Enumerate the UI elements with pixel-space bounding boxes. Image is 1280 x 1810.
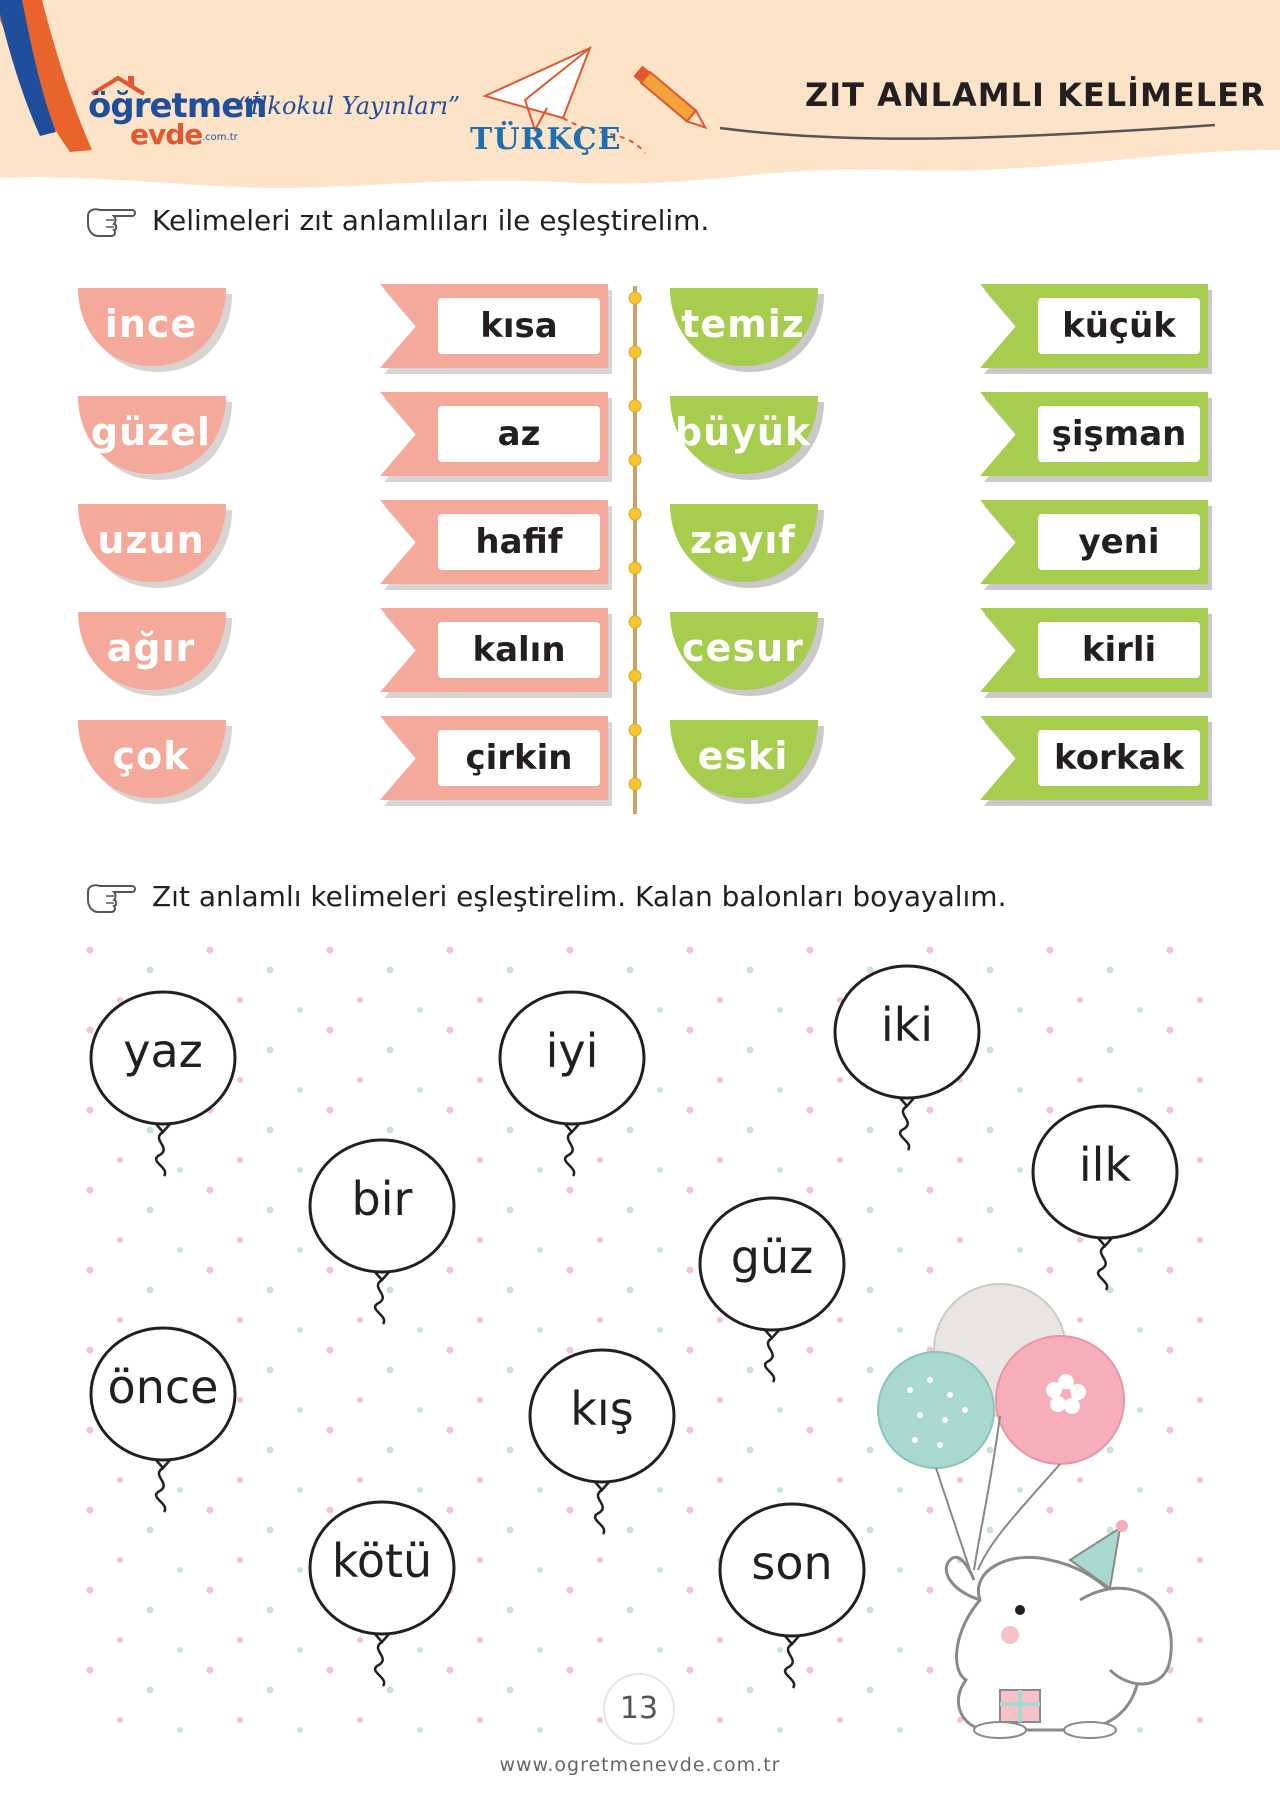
left-word-1[interactable] [76, 288, 234, 376]
flower-divider [628, 286, 642, 814]
elephant-with-balloons-illustration [870, 1270, 1210, 1740]
publisher-logo [88, 74, 267, 154]
left-word-4-text: ağır [106, 626, 196, 670]
left-word-1-text: ince [104, 302, 198, 346]
instruction-2 [84, 876, 1006, 916]
left-answer-3[interactable] [380, 500, 612, 590]
right-word-2-text: büyük [674, 410, 812, 454]
balloon-1[interactable] [88, 990, 238, 1180]
left-word-5[interactable] [76, 720, 234, 808]
teal-balloon-icon [878, 1352, 994, 1468]
left-word-2[interactable] [76, 396, 234, 484]
balloon-2-text: iyi [545, 1024, 599, 1078]
right-word-4-text: cesur [682, 626, 804, 670]
right-word-3[interactable] [668, 504, 826, 592]
right-word-1-text: temiz [681, 302, 805, 346]
balloon-9[interactable] [307, 1500, 457, 1690]
balloon-5-text: ilk [1078, 1138, 1132, 1192]
balloon-5[interactable] [1030, 1104, 1180, 1294]
left-word-3-text: uzun [97, 518, 205, 562]
instruction-1-text: Kelimeleri zıt anlamlıları ile eşleştirelim. [152, 203, 710, 237]
right-answer-5-text: korkak [1054, 738, 1184, 778]
left-answer-4[interactable] [380, 608, 612, 698]
publisher-name: “İlkokul Yayınları” [238, 92, 461, 120]
left-answer-4-text: kalın [472, 630, 566, 670]
left-word-5-text: çok [112, 734, 190, 778]
pink-balloon-icon [996, 1336, 1124, 1464]
left-answer-5-text: çirkin [465, 738, 573, 778]
balloon-6[interactable] [697, 1196, 847, 1386]
balloon-8-text: kış [570, 1382, 634, 1436]
left-answer-3-text: hafif [475, 522, 563, 562]
balloon-7-text: önce [107, 1360, 219, 1414]
balloon-3-text: iki [880, 998, 934, 1052]
left-answer-2[interactable] [380, 392, 612, 482]
logo-top-text: öğretmen [88, 86, 267, 126]
pointing-hand-icon [84, 876, 138, 916]
right-word-3-text: zayıf [690, 518, 796, 562]
balloon-6-text: güz [730, 1230, 814, 1284]
right-answer-5[interactable] [980, 716, 1212, 806]
balloon-1-text: yaz [123, 1024, 203, 1078]
right-word-4[interactable] [668, 612, 826, 700]
left-answer-2-text: az [497, 414, 541, 454]
right-answer-4-text: kirli [1081, 630, 1157, 670]
footer-url: www.ogretmenevde.com.tr [499, 1754, 781, 1776]
page-number: 13 [603, 1673, 675, 1745]
right-answer-1[interactable] [980, 284, 1212, 374]
balloon-10[interactable] [717, 1502, 867, 1692]
left-word-4[interactable] [76, 612, 234, 700]
right-word-5-text: eski [697, 734, 789, 778]
right-answer-2-text: şişman [1051, 414, 1187, 454]
balloon-4[interactable] [307, 1138, 457, 1328]
left-word-2-text: güzel [90, 410, 212, 454]
balloon-8[interactable] [527, 1348, 677, 1538]
left-answer-5[interactable] [380, 716, 612, 806]
pointing-hand-icon [84, 200, 138, 240]
logo-domain-text: .com.tr [202, 132, 238, 143]
right-word-2[interactable] [668, 396, 826, 484]
instruction-1 [84, 200, 709, 240]
left-answer-1[interactable] [380, 284, 612, 374]
balloon-2[interactable] [497, 990, 647, 1180]
right-word-1[interactable] [668, 288, 826, 376]
left-answer-1-text: kısa [480, 306, 558, 346]
right-answer-3-text: yeni [1078, 522, 1160, 562]
right-answer-4[interactable] [980, 608, 1212, 698]
balloon-10-text: son [751, 1536, 833, 1590]
balloon-9-text: kötü [331, 1534, 433, 1588]
balloon-7[interactable] [88, 1326, 238, 1516]
instruction-2-text: Zıt anlamlı kelimeleri eşleştirelim. Kalan balonları boyayalım. [152, 879, 1007, 913]
page-title: ZIT ANLAMLI KELİMELER [805, 76, 1266, 114]
logo-bottom-text: evde [130, 118, 203, 151]
right-answer-2[interactable] [980, 392, 1212, 482]
right-answer-3[interactable] [980, 500, 1212, 590]
balloon-4-text: bir [351, 1172, 413, 1226]
header-band [0, 0, 1280, 200]
subject-label: TÜRKÇE [470, 122, 622, 157]
balloon-3[interactable] [832, 964, 982, 1154]
right-answer-1-text: küçük [1062, 306, 1176, 346]
right-word-5[interactable] [668, 720, 826, 808]
left-word-3[interactable] [76, 504, 234, 592]
